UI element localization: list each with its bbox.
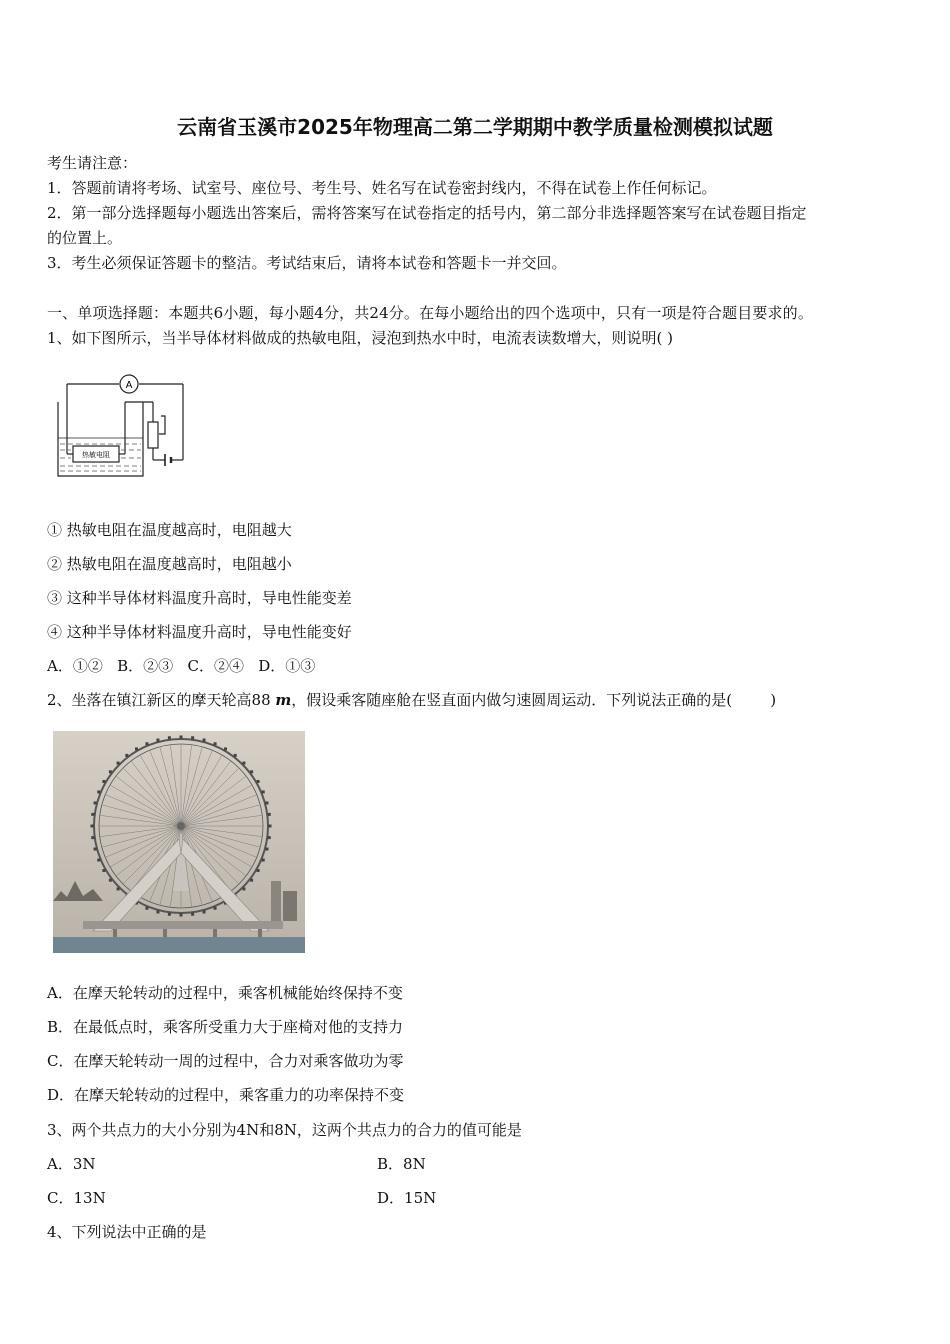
- q2-option-c: C．在摩天轮转动一周的过程中，合力对乘客做功为零: [47, 1052, 404, 1070]
- cabin: [214, 907, 217, 910]
- ammeter-label: A: [125, 380, 133, 391]
- cabin: [180, 914, 183, 917]
- cabin: [257, 869, 260, 872]
- q2-option-a: A．在摩天轮转动的过程中，乘客机械能始终保持不变: [47, 984, 403, 1002]
- cabin: [156, 910, 159, 913]
- q3-option-c: C．13N: [47, 1189, 106, 1207]
- notice-item-1: 1．答题前请将考场、试室号、座位号、考生号、姓名写在试卷密封线内，不得在试卷上作任何标记。: [47, 179, 717, 197]
- cabin: [109, 879, 112, 882]
- cabin: [265, 848, 268, 851]
- cabin: [242, 762, 245, 765]
- cabin: [203, 739, 206, 742]
- notice-item-2: 2．第一部分选择题每小题选出答案后，需将答案写在试卷指定的括号内，第二部分非选择题答案写在试卷题目指定: [47, 204, 807, 222]
- beaker-outline: [58, 402, 143, 476]
- cabin: [180, 736, 183, 739]
- cabin: [135, 747, 138, 750]
- q2-option-b: B．在最低点时，乘客所受重力大于座椅对他的支持力: [47, 1018, 404, 1036]
- cabin: [214, 742, 217, 745]
- page-title: 云南省玉溪市2025年物理高二第二学期期中教学质量检测模拟试题: [177, 115, 773, 139]
- notice-item-3: 3．考生必须保证答题卡的整洁。考试结束后，请将本试卷和答题卡一并交回。: [47, 254, 567, 272]
- thermistor-circuit-diagram: [55, 372, 190, 482]
- cabin: [191, 736, 194, 739]
- cabin: [262, 859, 265, 862]
- thermistor-label: 热敏电阻: [82, 451, 110, 459]
- cabin: [102, 780, 105, 783]
- cabin: [117, 887, 120, 890]
- q3-option-b: B．8N: [377, 1155, 426, 1173]
- q3-option-d: D．15N: [377, 1189, 437, 1207]
- cabin: [109, 770, 112, 773]
- notice-item-2-cont: 的位置上。: [47, 229, 123, 247]
- cabin: [156, 739, 159, 742]
- q3-stem: 3、两个共点力的大小分别为4N和8N，这两个共点力的合力的值可能是: [47, 1121, 522, 1139]
- cabin: [268, 836, 271, 839]
- q1-options: A．①② B．②③ C．②④ D．①③: [47, 657, 316, 675]
- q1-statement-2: ② 热敏电阻在温度越高时，电阻越小: [47, 555, 292, 573]
- cabin: [125, 754, 128, 757]
- cabin: [145, 907, 148, 910]
- section-heading: 一、单项选择题：本题共6小题，每小题4分，共24分。在每小题给出的四个选项中，只有一项是符合题目要求的。: [47, 304, 813, 322]
- cabin: [97, 790, 100, 793]
- cabin: [265, 801, 268, 804]
- cabin: [250, 770, 253, 773]
- q1-statement-4: ④ 这种半导体材料温度升高时，导电性能变好: [47, 623, 352, 641]
- cabin: [268, 813, 271, 816]
- cabin: [242, 887, 245, 890]
- q4-stem: 4、下列说法中正确的是: [47, 1223, 207, 1241]
- cabin: [91, 836, 94, 839]
- q1-statement-3: ③ 这种半导体材料温度升高时，导电性能变差: [47, 589, 352, 607]
- cabin: [168, 736, 171, 739]
- cabin: [102, 869, 105, 872]
- cabin: [145, 742, 148, 745]
- cabin: [269, 825, 272, 828]
- notice-heading: 考生请注意：: [47, 154, 138, 172]
- cabin: [94, 848, 97, 851]
- cabin: [94, 801, 97, 804]
- cabin: [203, 910, 206, 913]
- cabin: [191, 913, 194, 916]
- cabin: [97, 859, 100, 862]
- rheostat-icon: [148, 422, 158, 448]
- cabin: [250, 879, 253, 882]
- q1-stem: 1、如下图所示，当半导体材料做成的热敏电阻，浸泡到热水中时，电流表读数增大，则说明( ): [47, 329, 674, 347]
- cabin: [234, 754, 237, 757]
- cabin: [257, 780, 260, 783]
- cabin: [168, 913, 171, 916]
- cabin: [91, 825, 94, 828]
- ferris-wheel-photo: [53, 731, 305, 953]
- q3-option-a: A．3N: [47, 1155, 96, 1173]
- cabin: [91, 813, 94, 816]
- q2-option-d: D．在摩天轮转动的过程中，乘客重力的功率保持不变: [47, 1086, 405, 1104]
- cabin: [117, 762, 120, 765]
- cabin: [224, 747, 227, 750]
- cabin: [262, 790, 265, 793]
- q2-stem: 2、坐落在镇江新区的摩天轮高88 m，假设乘客随座舱在竖直面内做匀速圆周运动．下列说法正确的是( ): [47, 691, 777, 709]
- q1-statement-1: ① 热敏电阻在温度越高时，电阻越大: [47, 521, 292, 539]
